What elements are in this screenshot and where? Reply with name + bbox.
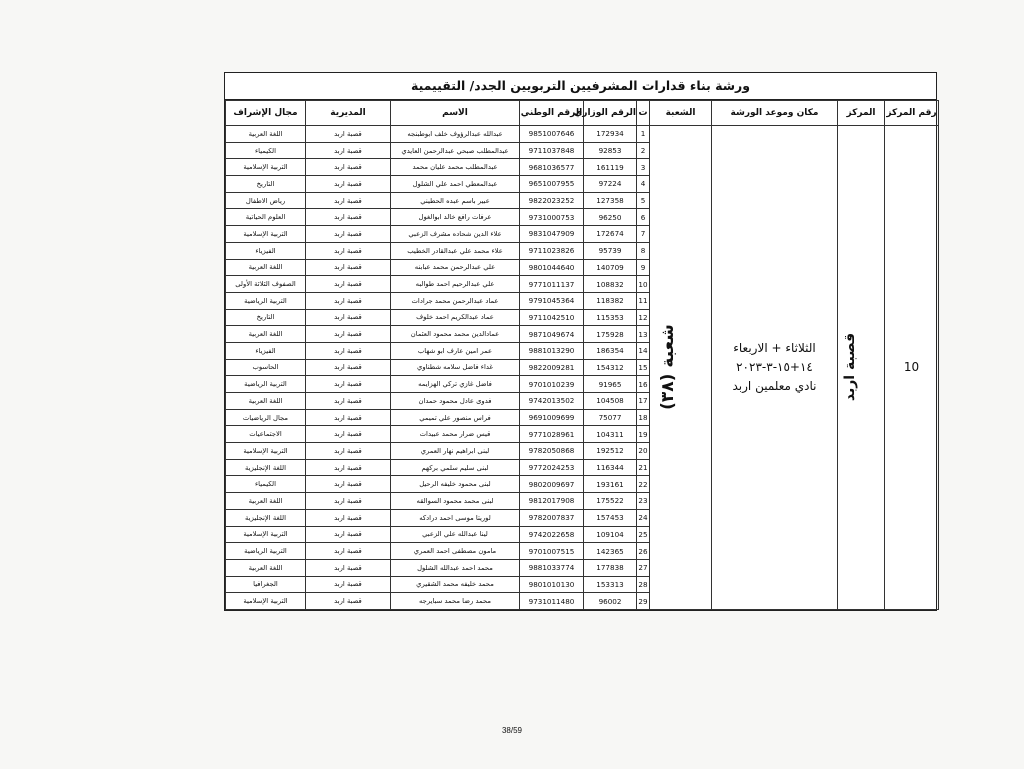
supervision-field: الصفوف الثلاثة الأولى xyxy=(226,276,306,293)
supervision-field: مجال الرياضيات xyxy=(226,409,306,426)
ministry-number: 186354 xyxy=(584,342,637,359)
directorate: قصبة اربد xyxy=(306,593,391,610)
row-seq: 25 xyxy=(637,526,650,543)
ministry-number: 172674 xyxy=(584,226,637,243)
national-number: 9701010239 xyxy=(520,376,584,393)
national-number: 9742013502 xyxy=(520,393,584,410)
person-name: عبدالمطلب محمد عليان محمد xyxy=(391,159,520,176)
national-number: 9681036577 xyxy=(520,159,584,176)
person-name: عماد عبدالكريم احمد خلوف xyxy=(391,309,520,326)
ministry-number: 96002 xyxy=(584,593,637,610)
ministry-number: 157453 xyxy=(584,509,637,526)
center-name: قصبة اربد xyxy=(841,333,858,402)
row-seq: 9 xyxy=(637,259,650,276)
supervision-field: التربية الرياضية xyxy=(226,376,306,393)
person-name: لبنى محمد محمود السوالقه xyxy=(391,493,520,510)
ministry-number: 96250 xyxy=(584,209,637,226)
row-seq: 1 xyxy=(637,126,650,143)
ministry-number: 91965 xyxy=(584,376,637,393)
row-seq: 7 xyxy=(637,226,650,243)
national-number: 9772024253 xyxy=(520,459,584,476)
national-number: 9822009281 xyxy=(520,359,584,376)
workshop-dates: ١٤+١٥-٣-٢٠٢٣ xyxy=(736,359,813,374)
ministry-number: 175522 xyxy=(584,493,637,510)
row-seq: 15 xyxy=(637,359,650,376)
person-name: عبدالمعطي احمد علي الشلول xyxy=(391,176,520,193)
supervision-field: اللغة العربية xyxy=(226,559,306,576)
national-number: 9711023826 xyxy=(520,242,584,259)
supervision-field: الكيمياء xyxy=(226,142,306,159)
workshop-venue: نادي معلمين اربد xyxy=(732,378,817,393)
person-name: عبدالله عبدالرؤوف خلف ابوطبنجه xyxy=(391,126,520,143)
row-seq: 11 xyxy=(637,292,650,309)
row-seq: 4 xyxy=(637,176,650,193)
directorate: قصبة اربد xyxy=(306,459,391,476)
person-name: لينا عبدالله علي الزعبي xyxy=(391,526,520,543)
person-name: عمادالدين محمد محمود العثمان xyxy=(391,326,520,343)
supervision-field: التربية الرياضية xyxy=(226,292,306,309)
ministry-number: 127358 xyxy=(584,192,637,209)
ministry-number: 104508 xyxy=(584,393,637,410)
row-seq: 21 xyxy=(637,459,650,476)
page-number: 38/59 xyxy=(501,726,523,735)
row-seq: 14 xyxy=(637,342,650,359)
directorate: قصبة اربد xyxy=(306,242,391,259)
directorate: قصبة اربد xyxy=(306,326,391,343)
row-seq: 2 xyxy=(637,142,650,159)
person-name: عمر امين عارف ابو شهاب xyxy=(391,342,520,359)
national-number: 9871049674 xyxy=(520,326,584,343)
person-name: علي عبدالرحيم احمد طوالبه xyxy=(391,276,520,293)
row-seq: 12 xyxy=(637,309,650,326)
ministry-number: 177838 xyxy=(584,559,637,576)
national-number: 9691009699 xyxy=(520,409,584,426)
row-seq: 10 xyxy=(637,276,650,293)
supervision-field: التاريخ xyxy=(226,176,306,193)
center-number: 10 xyxy=(903,360,920,375)
directorate: قصبة اربد xyxy=(306,176,391,193)
national-number: 9701007515 xyxy=(520,543,584,560)
supervision-field: اللغة العربية xyxy=(226,126,306,143)
supervision-field: الحاسوب xyxy=(226,359,306,376)
branch-label: شعبة (٣٨) xyxy=(658,324,679,411)
supervision-field: رياض الاطفال xyxy=(226,192,306,209)
branch-cell xyxy=(650,126,712,610)
person-name: غداء فاضل سلامه شطناوي xyxy=(391,359,520,376)
national-number: 9881033774 xyxy=(520,559,584,576)
header-ministry-no: الرقم الوزاري xyxy=(584,101,637,126)
header-location: مكان وموعد الورشة xyxy=(712,101,838,126)
national-number: 9791045364 xyxy=(520,292,584,309)
directorate: قصبة اربد xyxy=(306,359,391,376)
header-center-no: رقم المركز xyxy=(885,101,939,126)
row-seq: 22 xyxy=(637,476,650,493)
sheet-title: ورشة بناء قدارات المشرفيين التربويين الجدد/ التقييمية xyxy=(225,73,936,100)
supervision-field: الكيمياء xyxy=(226,476,306,493)
directorate: قصبة اربد xyxy=(306,543,391,560)
directorate: قصبة اربد xyxy=(306,259,391,276)
ministry-number: 109104 xyxy=(584,526,637,543)
supervision-field: اللغة الإنجليزية xyxy=(226,459,306,476)
supervision-field: التربية الرياضية xyxy=(226,543,306,560)
supervision-field: اللغة العربية xyxy=(226,493,306,510)
header-seq: ت xyxy=(637,101,650,126)
ministry-number: 192512 xyxy=(584,443,637,460)
national-number: 9801044640 xyxy=(520,259,584,276)
center-number-cell xyxy=(885,126,939,610)
national-number: 9782050868 xyxy=(520,443,584,460)
header-name: الاسم xyxy=(391,101,520,126)
person-name: محمد احمد عبدالله الشلول xyxy=(391,559,520,576)
row-seq: 8 xyxy=(637,242,650,259)
person-name: عبدالمطلب صبحي عبدالرحمن العايدي xyxy=(391,142,520,159)
directorate: قصبة اربد xyxy=(306,443,391,460)
person-name: علاء محمد علي عبدالقادر الخطيب xyxy=(391,242,520,259)
directorate: قصبة اربد xyxy=(306,192,391,209)
national-number: 9731000753 xyxy=(520,209,584,226)
person-name: عرفات رافع خالد ابوالغول xyxy=(391,209,520,226)
supervision-field: التربية الإسلامية xyxy=(226,226,306,243)
ministry-number: 154312 xyxy=(584,359,637,376)
row-seq: 6 xyxy=(637,209,650,226)
person-name: علي عبدالرحمن محمد عبابنه xyxy=(391,259,520,276)
supervision-field: الاجتماعيات xyxy=(226,426,306,443)
ministry-number: 75077 xyxy=(584,409,637,426)
supervision-field: التربية الإسلامية xyxy=(226,159,306,176)
national-number: 9771028961 xyxy=(520,426,584,443)
ministry-number: 108832 xyxy=(584,276,637,293)
supervision-field: اللغة العربية xyxy=(226,326,306,343)
header-branch: الشعبة xyxy=(650,101,712,126)
national-number: 9782007837 xyxy=(520,509,584,526)
directorate: قصبة اربد xyxy=(306,126,391,143)
directorate: قصبة اربد xyxy=(306,559,391,576)
directorate: قصبة اربد xyxy=(306,509,391,526)
national-number: 9812017908 xyxy=(520,493,584,510)
row-seq: 19 xyxy=(637,426,650,443)
person-name: مامون مصطفى احمد العمري xyxy=(391,543,520,560)
person-name: فراس منصور علي تميمي xyxy=(391,409,520,426)
roster-table xyxy=(225,100,939,610)
directorate: قصبة اربد xyxy=(306,393,391,410)
directorate: قصبة اربد xyxy=(306,209,391,226)
roster-sheet xyxy=(224,72,937,611)
directorate: قصبة اربد xyxy=(306,576,391,593)
person-name: لبنى محمود خليفه الرحيل xyxy=(391,476,520,493)
national-number: 9731011480 xyxy=(520,593,584,610)
ministry-number: 161119 xyxy=(584,159,637,176)
directorate: قصبة اربد xyxy=(306,376,391,393)
directorate: قصبة اربد xyxy=(306,476,391,493)
supervision-field: الفيزياء xyxy=(226,342,306,359)
supervision-field: التربية الإسلامية xyxy=(226,526,306,543)
ministry-number: 142365 xyxy=(584,543,637,560)
row-seq: 28 xyxy=(637,576,650,593)
ministry-number: 153313 xyxy=(584,576,637,593)
national-number: 9801010130 xyxy=(520,576,584,593)
national-number: 9711037848 xyxy=(520,142,584,159)
national-number: 9771011137 xyxy=(520,276,584,293)
row-seq: 13 xyxy=(637,326,650,343)
supervision-field: الفيزياء xyxy=(226,242,306,259)
person-name: لبنى ابراهيم نهار العمري xyxy=(391,443,520,460)
directorate: قصبة اربد xyxy=(306,159,391,176)
directorate: قصبة اربد xyxy=(306,226,391,243)
row-seq: 16 xyxy=(637,376,650,393)
row-seq: 24 xyxy=(637,509,650,526)
ministry-number: 104311 xyxy=(584,426,637,443)
person-name: فاضل غازي تركي الهزايمه xyxy=(391,376,520,393)
person-name: محمد خليفه محمد الشقيري xyxy=(391,576,520,593)
directorate: قصبة اربد xyxy=(306,426,391,443)
header-national-no: الرقم الوطني xyxy=(520,101,584,126)
row-seq: 3 xyxy=(637,159,650,176)
ministry-number: 92853 xyxy=(584,142,637,159)
national-number: 9711042510 xyxy=(520,309,584,326)
person-name: قيس ضرار محمد عبيدات xyxy=(391,426,520,443)
row-seq: 27 xyxy=(637,559,650,576)
national-number: 9881013290 xyxy=(520,342,584,359)
supervision-field: التربية الإسلامية xyxy=(226,593,306,610)
person-name: فدوى عادل محمود حمدان xyxy=(391,393,520,410)
supervision-field: الجغرافيا xyxy=(226,576,306,593)
workshop-days: الثلاثاء + الاربعاء xyxy=(733,340,816,355)
ministry-number: 140709 xyxy=(584,259,637,276)
supervision-field: اللغة العربية xyxy=(226,259,306,276)
directorate: قصبة اربد xyxy=(306,342,391,359)
table-row xyxy=(226,126,939,143)
national-number: 9742022658 xyxy=(520,526,584,543)
directorate: قصبة اربد xyxy=(306,409,391,426)
ministry-number: 175928 xyxy=(584,326,637,343)
row-seq: 20 xyxy=(637,443,650,460)
row-seq: 18 xyxy=(637,409,650,426)
header-row xyxy=(226,101,939,126)
national-number: 9651007955 xyxy=(520,176,584,193)
row-seq: 17 xyxy=(637,393,650,410)
person-name: علاء الدين شحاده مشرف الزعبي xyxy=(391,226,520,243)
supervision-field: اللغة الإنجليزية xyxy=(226,509,306,526)
ministry-number: 116344 xyxy=(584,459,637,476)
row-seq: 29 xyxy=(637,593,650,610)
supervision-field: التاريخ xyxy=(226,309,306,326)
directorate: قصبة اربد xyxy=(306,292,391,309)
supervision-field: العلوم الحياتية xyxy=(226,209,306,226)
ministry-number: 193161 xyxy=(584,476,637,493)
person-name: عبير باسم عبده الحطيني xyxy=(391,192,520,209)
ministry-number: 172934 xyxy=(584,126,637,143)
row-seq: 26 xyxy=(637,543,650,560)
directorate: قصبة اربد xyxy=(306,142,391,159)
directorate: قصبة اربد xyxy=(306,276,391,293)
supervision-field: اللغة العربية xyxy=(226,393,306,410)
header-center: المركز xyxy=(838,101,885,126)
person-name: لبنى سليم سلمي بركهم xyxy=(391,459,520,476)
row-seq: 23 xyxy=(637,493,650,510)
supervision-field: التربية الإسلامية xyxy=(226,443,306,460)
directorate: قصبة اربد xyxy=(306,526,391,543)
national-number: 9802009697 xyxy=(520,476,584,493)
row-seq: 5 xyxy=(637,192,650,209)
directorate: قصبة اربد xyxy=(306,309,391,326)
national-number: 9831047909 xyxy=(520,226,584,243)
directorate: قصبة اربد xyxy=(306,493,391,510)
header-directorate: المديرية xyxy=(306,101,391,126)
ministry-number: 115353 xyxy=(584,309,637,326)
national-number: 9851007646 xyxy=(520,126,584,143)
header-field: مجال الإشراف xyxy=(226,101,306,126)
roster-body xyxy=(226,126,939,610)
person-name: لوريتا موسى احمد درادكه xyxy=(391,509,520,526)
ministry-number: 95739 xyxy=(584,242,637,259)
ministry-number: 118382 xyxy=(584,292,637,309)
person-name: عماد عبدالرحمن محمد جرادات xyxy=(391,292,520,309)
ministry-number: 97224 xyxy=(584,176,637,193)
person-name: محمد رضا محمد سبايرجه xyxy=(391,593,520,610)
national-number: 9822023252 xyxy=(520,192,584,209)
center-name-cell xyxy=(838,126,885,610)
